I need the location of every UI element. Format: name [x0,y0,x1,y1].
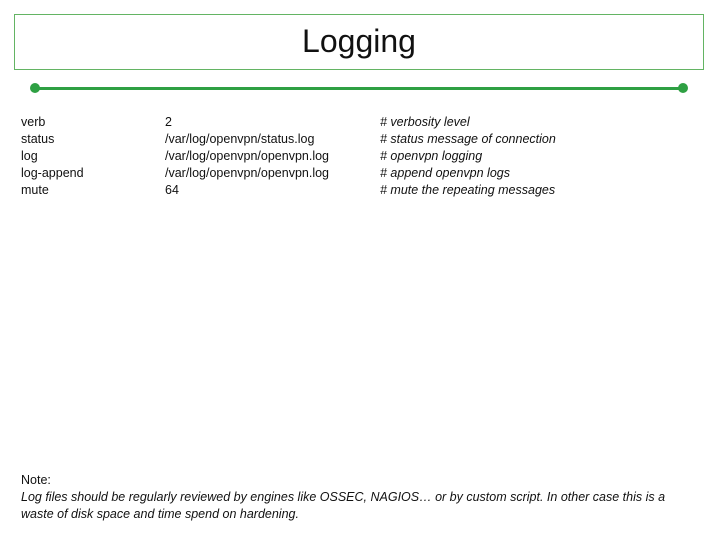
config-comment: # append openvpn logs [380,166,510,180]
config-value: /var/log/openvpn/openvpn.log [165,166,330,180]
config-key: mute [21,183,49,197]
divider-line [34,87,684,90]
config-comment: # status message of connection [380,132,556,146]
config-comment: # mute the repeating messages [380,183,556,197]
config-value: 2 [165,115,172,129]
note-text: Log files should be regularly reviewed by engines like OSSEC, NAGIOS… or by custom script. In other case this is a waste of disk space and time spend on hardening. [21,490,666,521]
config-value: /var/log/openvpn/status.log [165,132,315,146]
page-title: Logging [302,22,416,59]
config-values-column [165,114,329,199]
config-value: /var/log/openvpn/openvpn.log [165,149,330,163]
note-block [21,472,701,523]
config-keys-column [21,114,84,199]
config-comments-column [380,114,556,199]
divider-right-endpoint [678,83,688,93]
divider-left-endpoint [30,83,40,93]
config-comment: # openvpn logging [380,149,483,163]
note-label: Note: [21,473,51,487]
config-key: verb [21,115,46,129]
config-key: log-append [21,166,84,180]
config-comment: # verbosity level [380,115,470,129]
config-key: log [21,149,38,163]
config-value: 64 [165,183,179,197]
config-key: status [21,132,55,146]
title-box [14,14,704,70]
